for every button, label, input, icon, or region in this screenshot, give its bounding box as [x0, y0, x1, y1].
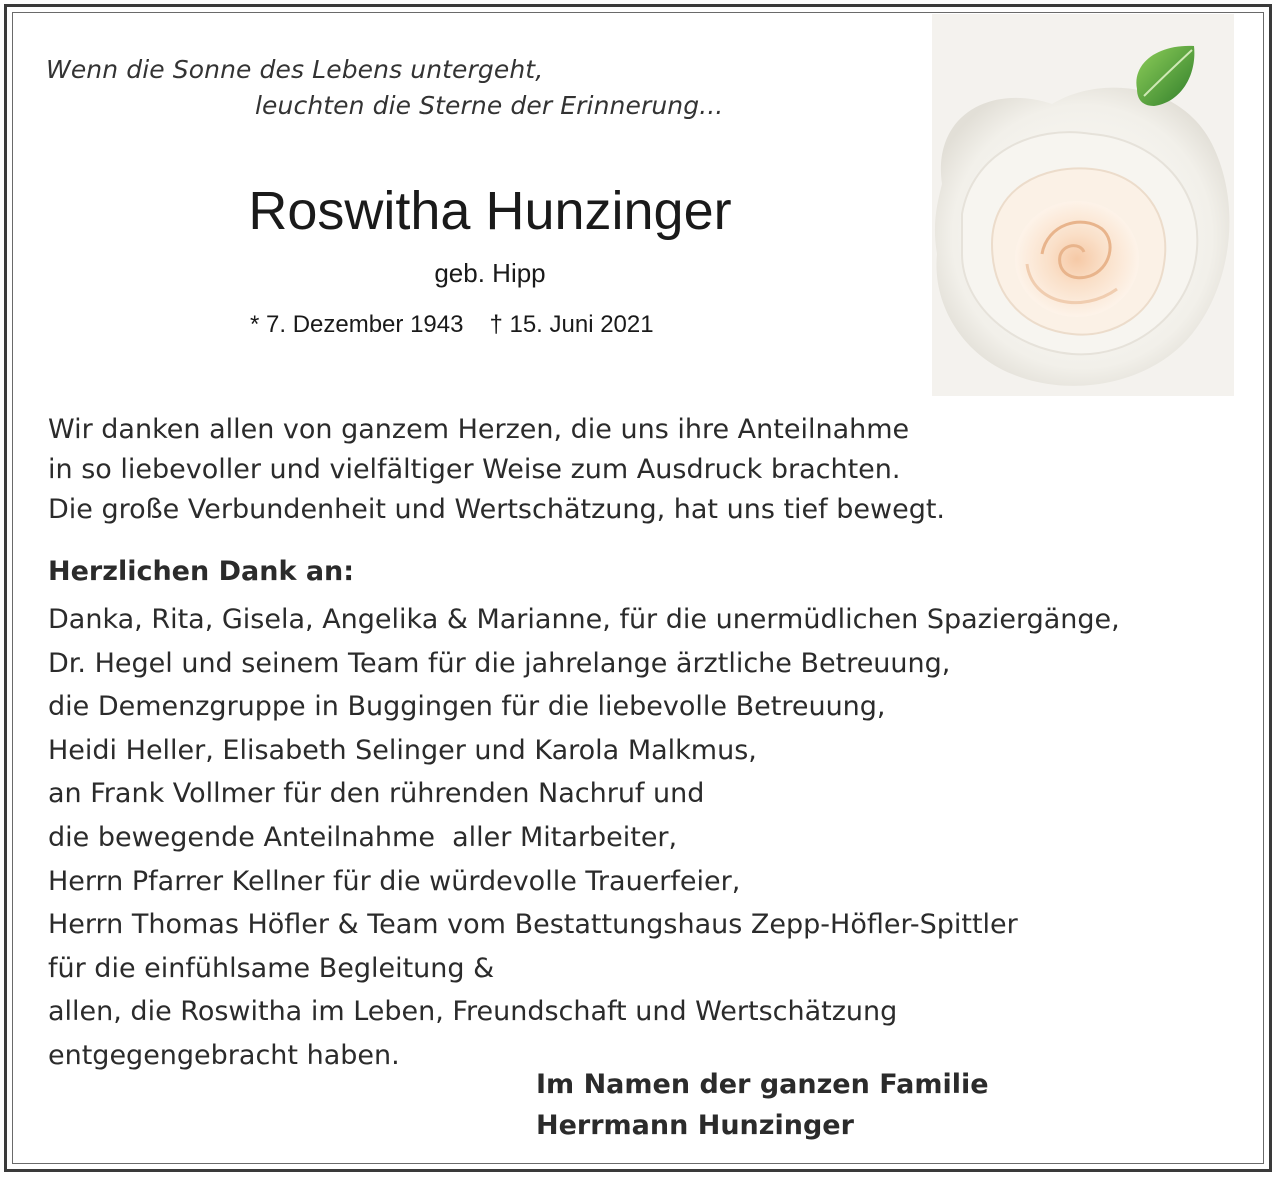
intro-line: Wir danken allen von ganzem Herzen, die uns ihre Anteilnahme [48, 414, 910, 445]
thanks-line: Dr. Hegel und seinem Team für die jahrelange ärztliche Betreuung, [48, 647, 951, 679]
thanks-line: die Demenzgruppe in Buggingen für die liebevolle Betreuung, [48, 691, 886, 723]
life-dates [250, 311, 654, 339]
thanks-line: an Frank Vollmer für den rührenden Nachruf und [48, 778, 705, 810]
intro-line: in so liebevoller und vielfältiger Weise zum Ausdruck brachten. [48, 454, 901, 485]
quote-line-2: leuchten die Sterne der Erinnerung... [255, 91, 724, 120]
white-rose-image [932, 14, 1234, 396]
birth-date: * 7. Dezember 1943 [250, 311, 464, 338]
quote-line-1: Wenn die Sonne des Lebens untergeht, [46, 55, 544, 84]
intro-line: Die große Verbundenheit und Wertschätzung, hat uns tief bewegt. [48, 494, 946, 525]
thanks-heading: Herzlichen Dank an: [48, 556, 355, 587]
deceased-name: Roswitha Hunzinger [248, 181, 732, 241]
signature-line-1: Im Namen der ganzen Familie [536, 1069, 989, 1100]
signature-line-2: Herrmann Hunzinger [536, 1110, 854, 1141]
thanks-line: Heidi Heller, Elisabeth Selinger und Karola Malkmus, [48, 734, 757, 766]
signature [536, 1064, 989, 1146]
white-rose-icon [932, 14, 1234, 396]
thanks-line: Herrn Thomas Höfler & Team vom Bestattungshaus Zepp-Höfler-Spittler [48, 909, 1018, 941]
thanks-line: für die einfühlsame Begleitung & [48, 952, 495, 984]
thanks-line: entgegengebracht haben. [48, 1039, 400, 1071]
thanks-list [48, 598, 1238, 1078]
thanks-line: allen, die Roswitha im Leben, Freundschaft und Wertschätzung [48, 996, 898, 1028]
birth-name: geb. Hipp [434, 258, 546, 288]
thanks-line: die bewegende Anteilnahme aller Mitarbeiter, [48, 821, 678, 853]
thanks-line: Herrn Pfarrer Kellner für die würdevolle Trauerfeier, [48, 865, 741, 897]
intro-paragraph [48, 410, 1228, 530]
death-date: † 15. Juni 2021 [489, 311, 654, 338]
thanks-line: Danka, Rita, Gisela, Angelika & Marianne, für die unermüdlichen Spaziergänge, [48, 604, 1120, 635]
